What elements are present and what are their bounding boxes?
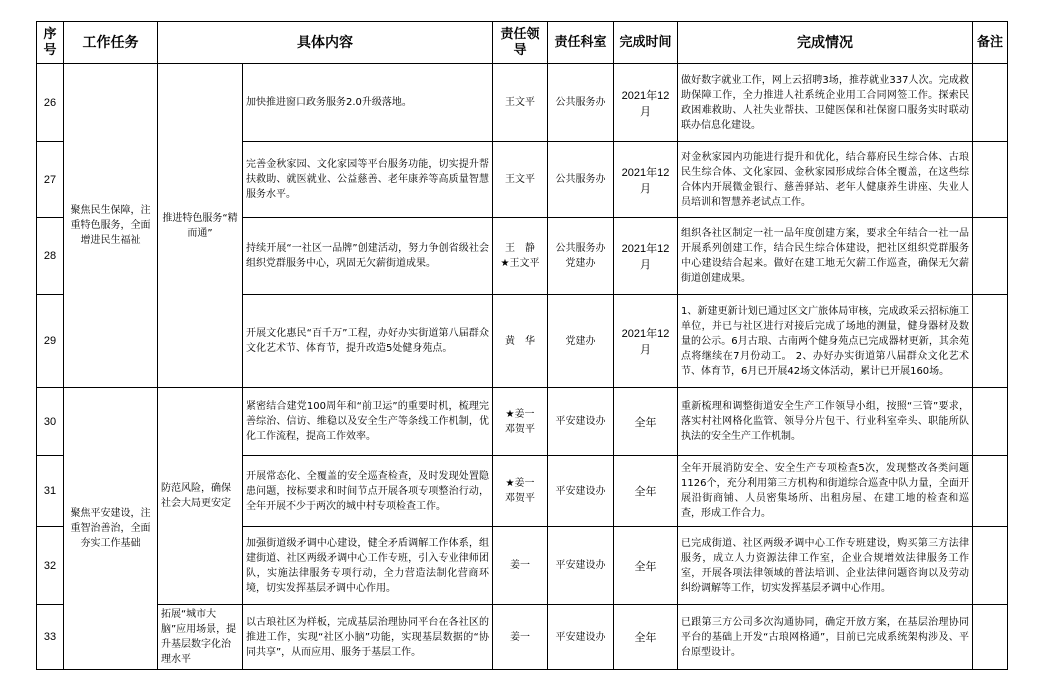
remark-cell (973, 388, 1008, 456)
remark-cell (973, 64, 1008, 142)
remark-cell (973, 527, 1008, 605)
office-cell: 公共服务办 (548, 142, 614, 218)
remark-cell (973, 218, 1008, 295)
header-content: 具体内容 (158, 22, 493, 64)
remark-cell (973, 142, 1008, 218)
office-cell: 党建办 (548, 295, 614, 388)
leader-cell: ★姜一 邓贺平 (493, 456, 548, 527)
status-cell: 做好数字就业工作，网上云招聘3场，推荐就业337人次。完成救助保障工作，全力推进人社系统企业用工合同网签工作。探索民政困难救助、人社失业帮扶、卫健医保和社保窗口服务实时联动联办信息化建设。 (678, 64, 973, 142)
deadline-cell: 全年 (614, 388, 678, 456)
deadline-cell: 2021年12月 (614, 218, 678, 295)
subtask-cell: 拓展“城市大脑”应用场景，提升基层数字化治理水平 (158, 605, 243, 670)
status-cell: 1、新建更新计划已通过区文广旅体局审核，完成政采云招标施工单位，并已与社区进行对接后完成了场地的测量，健身器材及数量的公示。6月古琅、古南两个健身苑点已完成器材更新，其余苑点将继续在7月份动工。 2、办好办实街道第八届群众文化艺术节、体育节，6月已开展42场文体活动，累计已开展160场。 (678, 295, 973, 388)
row-number: 30 (37, 388, 64, 456)
deadline-cell: 全年 (614, 605, 678, 670)
content-cell: 开展常态化、全覆盖的安全巡查检查，及时发现处置隐患问题，按标要求和时间节点开展各项专项整治行动，全年开展不少于两次的城中村专项检查工作。 (243, 456, 493, 527)
task-group: 聚焦平安建设，注重智治善治，全面夯实工作基础 (64, 388, 158, 670)
content-cell: 加快推进窗口政务服务2.0升级落地。 (243, 64, 493, 142)
header-deadline: 完成时间 (614, 22, 678, 64)
header-leader: 责任领导 (493, 22, 548, 64)
content-cell: 持续开展“一社区一品牌”创建活动，努力争创省级社会组织党群服务中心，巩固无欠薪街道成果。 (243, 218, 493, 295)
office-cell: 平安建设办 (548, 605, 614, 670)
content-cell: 加强街道级矛调中心建设，健全矛盾调解工作体系，组建街道、社区两级矛调中心工作专班，引入专业律师团队，实施法律服务专项行动，全力营造法制化营商环境，切实发挥基层矛调中心作用。 (243, 527, 493, 605)
remark-cell (973, 295, 1008, 388)
row-number: 27 (37, 142, 64, 218)
work-task-table (36, 21, 1008, 670)
deadline-cell: 2021年12月 (614, 295, 678, 388)
row-number: 31 (37, 456, 64, 527)
row-number: 32 (37, 527, 64, 605)
status-cell: 已跟第三方公司多次沟通协同，确定开放方案，在基层治理协同平台的基础上开发“古琅网格通”，目前已完成系统架构涉及、平台原型设计。 (678, 605, 973, 670)
header-seq: 序号 (37, 22, 64, 64)
task-group: 聚焦民生保障，注重特色服务，全面增进民生福祉 (64, 64, 158, 388)
status-cell: 重新梳理和调整街道安全生产工作领导小组，按照“三管”要求，落实村社网格化监管、领导分片包干、行业科室牵头、职能所队执法的安全生产工作机制。 (678, 388, 973, 456)
header-task: 工作任务 (64, 22, 158, 64)
status-cell: 对金秋家园内功能进行提升和优化，结合幕府民生综合体、古琅民生综合体、文化家园、金秋家园形成综合体全覆盖，在这些综合体内开展微金银行、慈善驿站、老年人健康养生讲座、失业人员培训和智慧养老试点工作。 (678, 142, 973, 218)
leader-cell: 姜一 (493, 527, 548, 605)
content-cell: 以古琅社区为样板，完成基层治理协同平台在各社区的推进工作，实现“社区小脑”功能，实现基层数据的“协同共享”，从而应用、服务于基层工作。 (243, 605, 493, 670)
header-office: 责任科室 (548, 22, 614, 64)
row-number: 29 (37, 295, 64, 388)
subtask-cell: 防范风险，确保社会大局更安定 (158, 388, 243, 605)
office-cell: 平安建设办 (548, 527, 614, 605)
office-cell: 平安建设办 (548, 456, 614, 527)
subtask-cell: 推进特色服务“精而通” (158, 64, 243, 388)
content-cell: 完善金秋家园、文化家园等平台服务功能，切实提升帮扶救助、就医就业、公益慈善、老年康养等高质量智慧服务水平。 (243, 142, 493, 218)
office-cell: 公共服务办 (548, 64, 614, 142)
deadline-cell: 2021年12月 (614, 142, 678, 218)
content-cell: 紧密结合建党100周年和“前卫运”的重要时机，梳理完善综治、信访、维稳以及安全生产等条线工作机制，优化工作流程，提高工作效率。 (243, 388, 493, 456)
table-row (37, 64, 1008, 142)
header-status: 完成情况 (678, 22, 973, 64)
office-cell: 公共服务办 党建办 (548, 218, 614, 295)
deadline-cell: 全年 (614, 527, 678, 605)
row-number: 28 (37, 218, 64, 295)
deadline-cell: 2021年12月 (614, 64, 678, 142)
row-number: 26 (37, 64, 64, 142)
row-number: 33 (37, 605, 64, 670)
leader-cell: 王文平 (493, 142, 548, 218)
header-remark: 备注 (973, 22, 1008, 64)
office-cell: 平安建设办 (548, 388, 614, 456)
deadline-cell: 全年 (614, 456, 678, 527)
leader-cell: 黄 华 (493, 295, 548, 388)
leader-cell: ★姜一 邓贺平 (493, 388, 548, 456)
status-cell: 组织各社区制定一社一品年度创建方案，要求全年结合一社一品开展系列创建工作，结合民生综合体建设，把社区组织党群服务中心建设结合起来。做好在建工地无欠薪工作巡查，确保无欠薪街道创建成果。 (678, 218, 973, 295)
table-row (37, 605, 1008, 670)
leader-cell: 王文平 (493, 64, 548, 142)
status-cell: 全年开展消防安全、安全生产专项检查5次，发现整改各类问题1126个，充分利用第三方机构和街道综合巡查中队力量，全面开展沿街商铺、人员密集场所、出租房屋、在建工地的检查和巡查，形成工作合力。 (678, 456, 973, 527)
remark-cell (973, 456, 1008, 527)
header-row (37, 22, 1008, 64)
remark-cell (973, 605, 1008, 670)
leader-cell: 王 静 ★王文平 (493, 218, 548, 295)
content-cell: 开展文化惠民“百千万”工程，办好办实街道第八届群众文化艺术节、体育节，提升改造5处健身苑点。 (243, 295, 493, 388)
status-cell: 已完成街道、社区两级矛调中心工作专班建设，购买第三方法律服务，成立人力资源法律工作室，企业合规增效法律服务工作室，开展各项法律领域的普法培训、企业法律问题咨询以及劳动纠纷调解等工作，切实发挥基层矛调中心作用。 (678, 527, 973, 605)
leader-cell: 姜一 (493, 605, 548, 670)
table-row (37, 388, 1008, 456)
